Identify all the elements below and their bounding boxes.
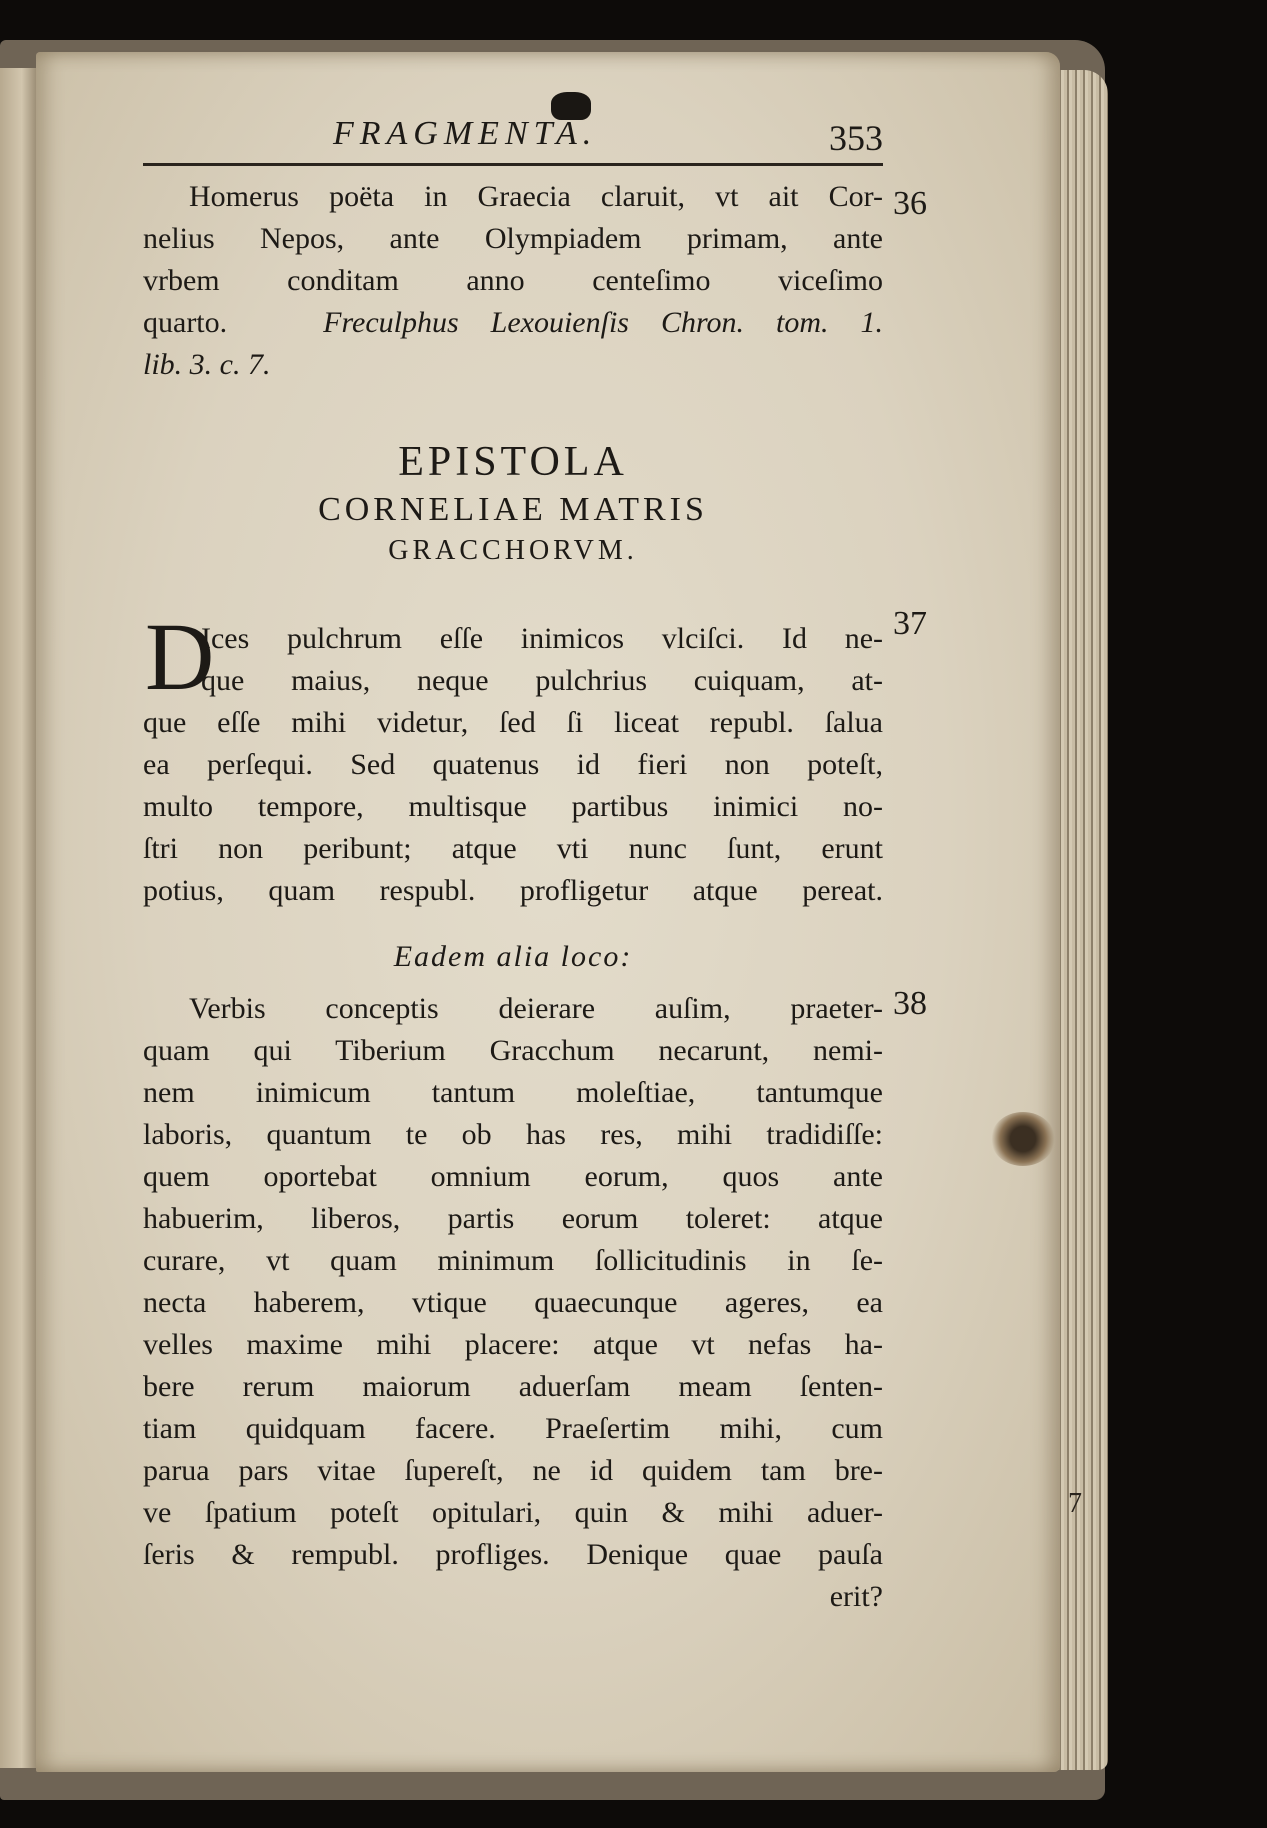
page-text [143, 115, 883, 1618]
margin-number-37: 37 [893, 605, 927, 642]
heading-line-3: GRACCHORVM. [388, 535, 638, 566]
margin-number-36: 36 [893, 185, 927, 222]
citation-continued: lib. 3. c. 7. [143, 348, 271, 381]
catchword: erit? [829, 1580, 883, 1613]
text-line: vrbem conditam anno centeſimo viceſimo [143, 264, 883, 297]
edge-mark: 7 [1068, 1488, 1082, 1519]
text-line: Verbis conceptis deierare auſim, praeter- [189, 992, 883, 1025]
text-line: ſtri non peribunt; atque vti nunc ſunt, erunt [143, 832, 883, 865]
text-line: parua pars vitae ſupereſt, ne id quidem tam bre- [143, 1454, 883, 1487]
text-line: quam qui Tiberium Gracchum necarunt, nemi- [143, 1034, 883, 1067]
text-line: ve ſpatium poteſt opitulari, quin & mihi aduer- [143, 1496, 883, 1529]
text-line: potius, quam respubl. profligetur atque pereat. [143, 874, 883, 907]
drop-cap: D [145, 603, 215, 710]
text-line: ſeris & rempubl. profliges. Denique quae pauſa [143, 1538, 883, 1571]
subheading: Eadem alia loco: [393, 940, 633, 973]
text-line: laboris, quantum te ob has res, mihi tradidiſſe: [143, 1118, 883, 1151]
section-heading [143, 436, 883, 570]
text-fragment: quarto. [143, 306, 228, 339]
text-line: nelius Nepos, ante Olympiadem primam, ante [143, 222, 883, 255]
heading-line-2: CORNELIAE MATRIS [318, 491, 708, 528]
text-line: Homerus poëta in Graecia claruit, vt ait Cor- [189, 180, 883, 213]
page-number: 353 [829, 118, 883, 158]
text-line: curare, vt quam minimum ſollicitudinis in ſe- [143, 1244, 883, 1277]
heading-line-1: EPISTOLA [398, 439, 628, 485]
margin-number-38: 38 [893, 985, 927, 1022]
running-head [143, 115, 883, 166]
paragraph-homerus [143, 176, 883, 386]
running-head-title: FRAGMENTA. [333, 115, 598, 152]
paragraph-verbis [143, 988, 883, 1618]
text-line: velles maxime mihi placere: atque vt nefas ha- [143, 1328, 883, 1361]
text-line-with-citation [143, 302, 883, 344]
text-line: que maius, neque pulchrius cuiquam, at- [201, 664, 883, 697]
text-line: que eſſe mihi videtur, ſed ſi liceat republ. ſalua [143, 706, 883, 739]
text-line: quem oportebat omnium eorum, quos ante [143, 1160, 883, 1193]
text-line: nem inimicum tantum moleſtiae, tantumque [143, 1076, 883, 1109]
text-line: ea perſequi. Sed quatenus id fieri non poteſt, [143, 748, 883, 781]
text-line: tiam quidquam facere. Praeſertim mihi, cum [143, 1412, 883, 1445]
facing-page-edge [0, 68, 36, 1768]
paper-stain [991, 1112, 1055, 1166]
citation: Freculphus Lexouienſis Chron. tom. 1. [323, 306, 883, 339]
text-line: bere rerum maiorum aduerſam meam ſenten- [143, 1370, 883, 1403]
text-line: multo tempore, multisque partibus inimici no- [143, 790, 883, 823]
text-line: habuerim, liberos, partis eorum toleret: atque [143, 1202, 883, 1235]
paragraph-epistola [143, 603, 883, 912]
text-line: Ices pulchrum eſſe inimicos vlciſci. Id ne- [201, 622, 883, 655]
text-line: necta haberem, vtique quaecunque ageres, ea [143, 1286, 883, 1319]
